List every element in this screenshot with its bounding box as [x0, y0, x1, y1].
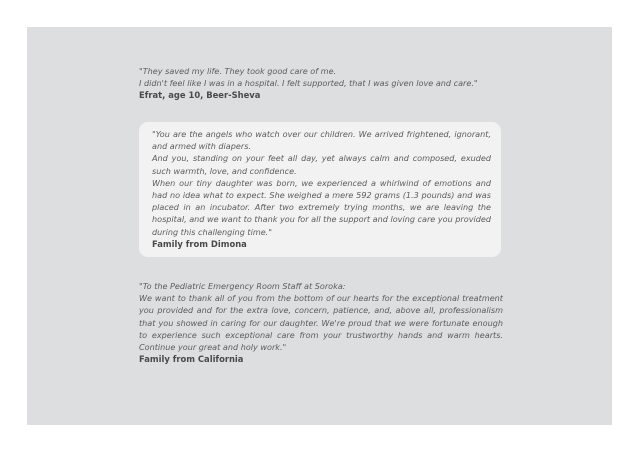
- quote-paragraph: When our tiny daughter was born, we experienced a whirlwind of emotions and had no idea what to expect. She weighed a mere 592 grams (1.3 pounds) and was placed in an incubator. After two extremely trying months, we are leaving the hospital, and we want to thank you for all the support and loving care you provided during this challenging time.": [152, 177, 491, 237]
- testimonial-author: Family from California: [139, 354, 244, 365]
- quote-line: I didn't feel like I was in a hospital. I felt supported, that I was given love and care.": [139, 78, 478, 89]
- testimonial-quote: [139, 280, 503, 353]
- testimonial-california: [139, 280, 503, 365]
- testimonials-panel: [27, 27, 612, 425]
- testimonial-dimona-card: [139, 122, 501, 257]
- testimonial-efrat: [139, 65, 519, 102]
- quote-paragraph: "You are the angels who watch over our children. We arrived frightened, ignorant, and armed with diapers.: [152, 129, 491, 152]
- testimonial-quote: [152, 128, 491, 238]
- quote-paragraph: "To the Pediatric Emergency Room Staff at Soroka:: [139, 281, 346, 291]
- testimonial-author: Family from Dimona: [152, 238, 247, 249]
- quote-paragraph: And you, standing on your feet all day, yet always calm and composed, exuded such warmth, love, and confidence.: [152, 153, 491, 176]
- testimonial-quote: [139, 65, 519, 89]
- testimonial-author: Efrat, age 10, Beer-Sheva: [139, 90, 261, 101]
- quote-paragraph: We want to thank all of you from the bottom of our hearts for the exceptional treatment you provided and for the extra love, concern, patience, and, above all, professionalism that you showed in caring for our daughter. We're proud that we were fortunate enough to experience such exceptional care from your trustworthy hands and warm hearts. Continue your great and holy work.": [139, 293, 503, 353]
- quote-line: "They saved my life. They took good care of me.: [139, 66, 337, 76]
